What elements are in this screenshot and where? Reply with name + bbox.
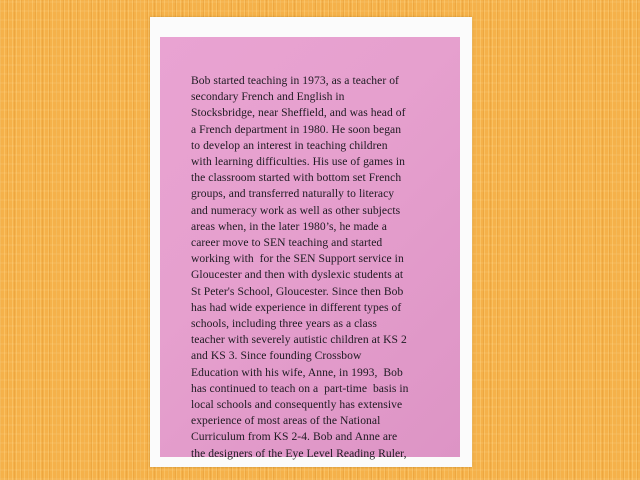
text-line: a French department in 1980. He soon began <box>191 122 402 136</box>
text-line: career move to SEN teaching and started <box>191 236 383 250</box>
text-line: experience of most areas of the National <box>191 414 381 428</box>
text-line: the classroom started with bottom set French <box>191 171 402 185</box>
text-line: groups, and transferred naturally to literacy <box>191 187 395 201</box>
text-line: Gloucester and then with dyslexic students at <box>191 268 404 282</box>
text-line: local schools and consequently has extensive <box>191 398 403 412</box>
biography-text <box>191 73 460 462</box>
text-line: has continued to teach on a part-time basis in <box>191 381 409 395</box>
text-line: with learning difficulties. His use of games in <box>191 155 406 169</box>
text-line: and numeracy work as well as other subjects <box>191 203 401 217</box>
text-line: has had wide experience in different types of <box>191 300 402 314</box>
text-line: Bob started teaching in 1973, as a teacher of <box>191 74 399 87</box>
text-line: working with for the SEN Support service in <box>191 252 404 266</box>
text-line: areas when, in the later 1980’s, he made a <box>191 219 387 233</box>
text-line: and KS 3. Since founding Crossbow <box>191 349 362 363</box>
text-line: secondary French and English in <box>191 90 345 104</box>
photo-frame <box>150 17 472 467</box>
text-line: Stocksbridge, near Sheffield, and was head of <box>191 106 406 120</box>
text-line: Curriculum from KS 2-4. Bob and Anne are <box>191 430 398 444</box>
text-line: teacher with severely autistic children at KS 2 <box>191 333 407 347</box>
text-line: to develop an interest in teaching children <box>191 138 388 152</box>
text-line: schools, including three years as a class <box>191 317 377 331</box>
text-line: Education with his wife, Anne, in 1993, Bob <box>191 365 403 379</box>
pink-paper-sheet <box>160 37 460 460</box>
text-line: St Peter's School, Gloucester. Since then Bob <box>191 284 404 298</box>
text-line: the designers of the Eye Level Reading Ruler, <box>191 446 407 460</box>
